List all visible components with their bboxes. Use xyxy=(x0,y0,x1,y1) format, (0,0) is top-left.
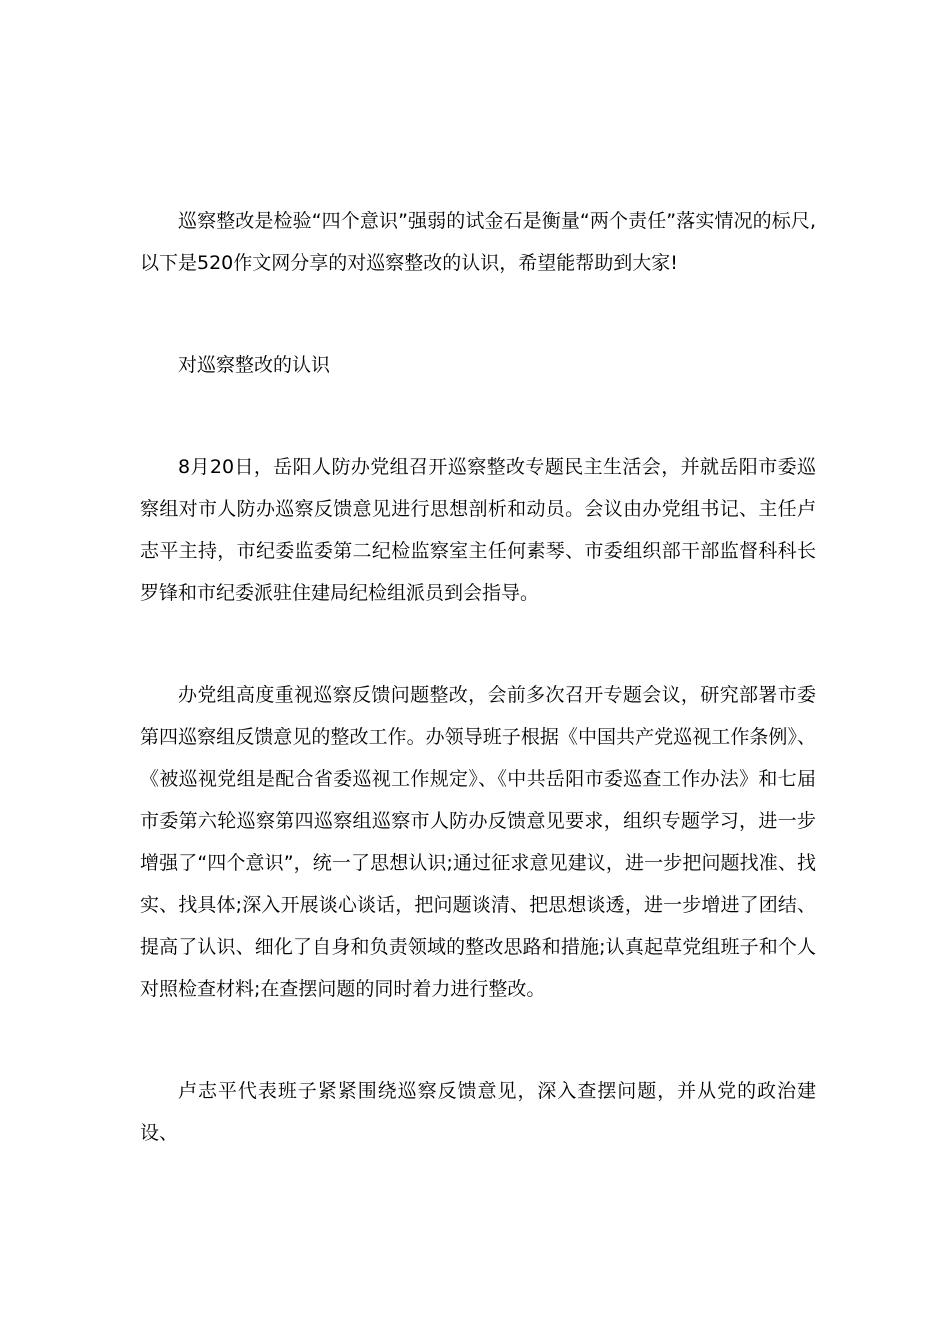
document-body xyxy=(140,200,816,1154)
document-title: 对巡察整改的认识 xyxy=(178,354,331,376)
paragraph-gap xyxy=(140,284,816,344)
paragraph-gap xyxy=(140,614,816,674)
intro-paragraph: 巡察整改是检验“四个意识”强弱的试金石是衡量“两个责任”落实情况的标尺,以下是520作文网分享的对巡察整改的认识，希望能帮助到大家! xyxy=(140,210,816,274)
body-paragraph-2: 办党组高度重视巡察反馈问题整改，会前多次召开专题会议，研究部署市委第四巡察组反馈意见的整改工作。办领导班子根据《中国共产党巡视工作条例》、《被巡视党组是配合省委巡视工作规定》、《中共岳阳市委巡查工作办法》和七届市委第六轮巡察第四巡察组巡察市人防办反馈意见要求，组织专题学习，进一步增强了“四个意识”，统一了思想认识;通过征求意见建议，进一步把问题找准、找实、找具体;深入开展谈心谈话，把问题谈清、把思想谈透，进一步增进了团结、提高了认识、细化了自身和负责领域的整改思路和措施;认真起草党组班子和个人对照检查材料;在查摆问题的同时着力进行整改。 xyxy=(140,684,816,1000)
paragraph-gap xyxy=(140,386,816,446)
body-paragraph-1: 8月20日，岳阳人防办党组召开巡察整改专题民主生活会，并就岳阳市委巡察组对市人防办巡察反馈意见进行思想剖析和动员。会议由办党组书记、主任卢志平主持，市纪委监委第二纪检监察室主任何素琴、市委组织部干部监督科科长罗锋和市纪委派驻住建局纪检组派员到会指导。 xyxy=(140,456,816,604)
paragraph-gap xyxy=(140,1010,816,1070)
body-paragraph-3: 卢志平代表班子紧紧围绕巡察反馈意见，深入查摆问题，并从党的政治建设、 xyxy=(140,1080,816,1144)
